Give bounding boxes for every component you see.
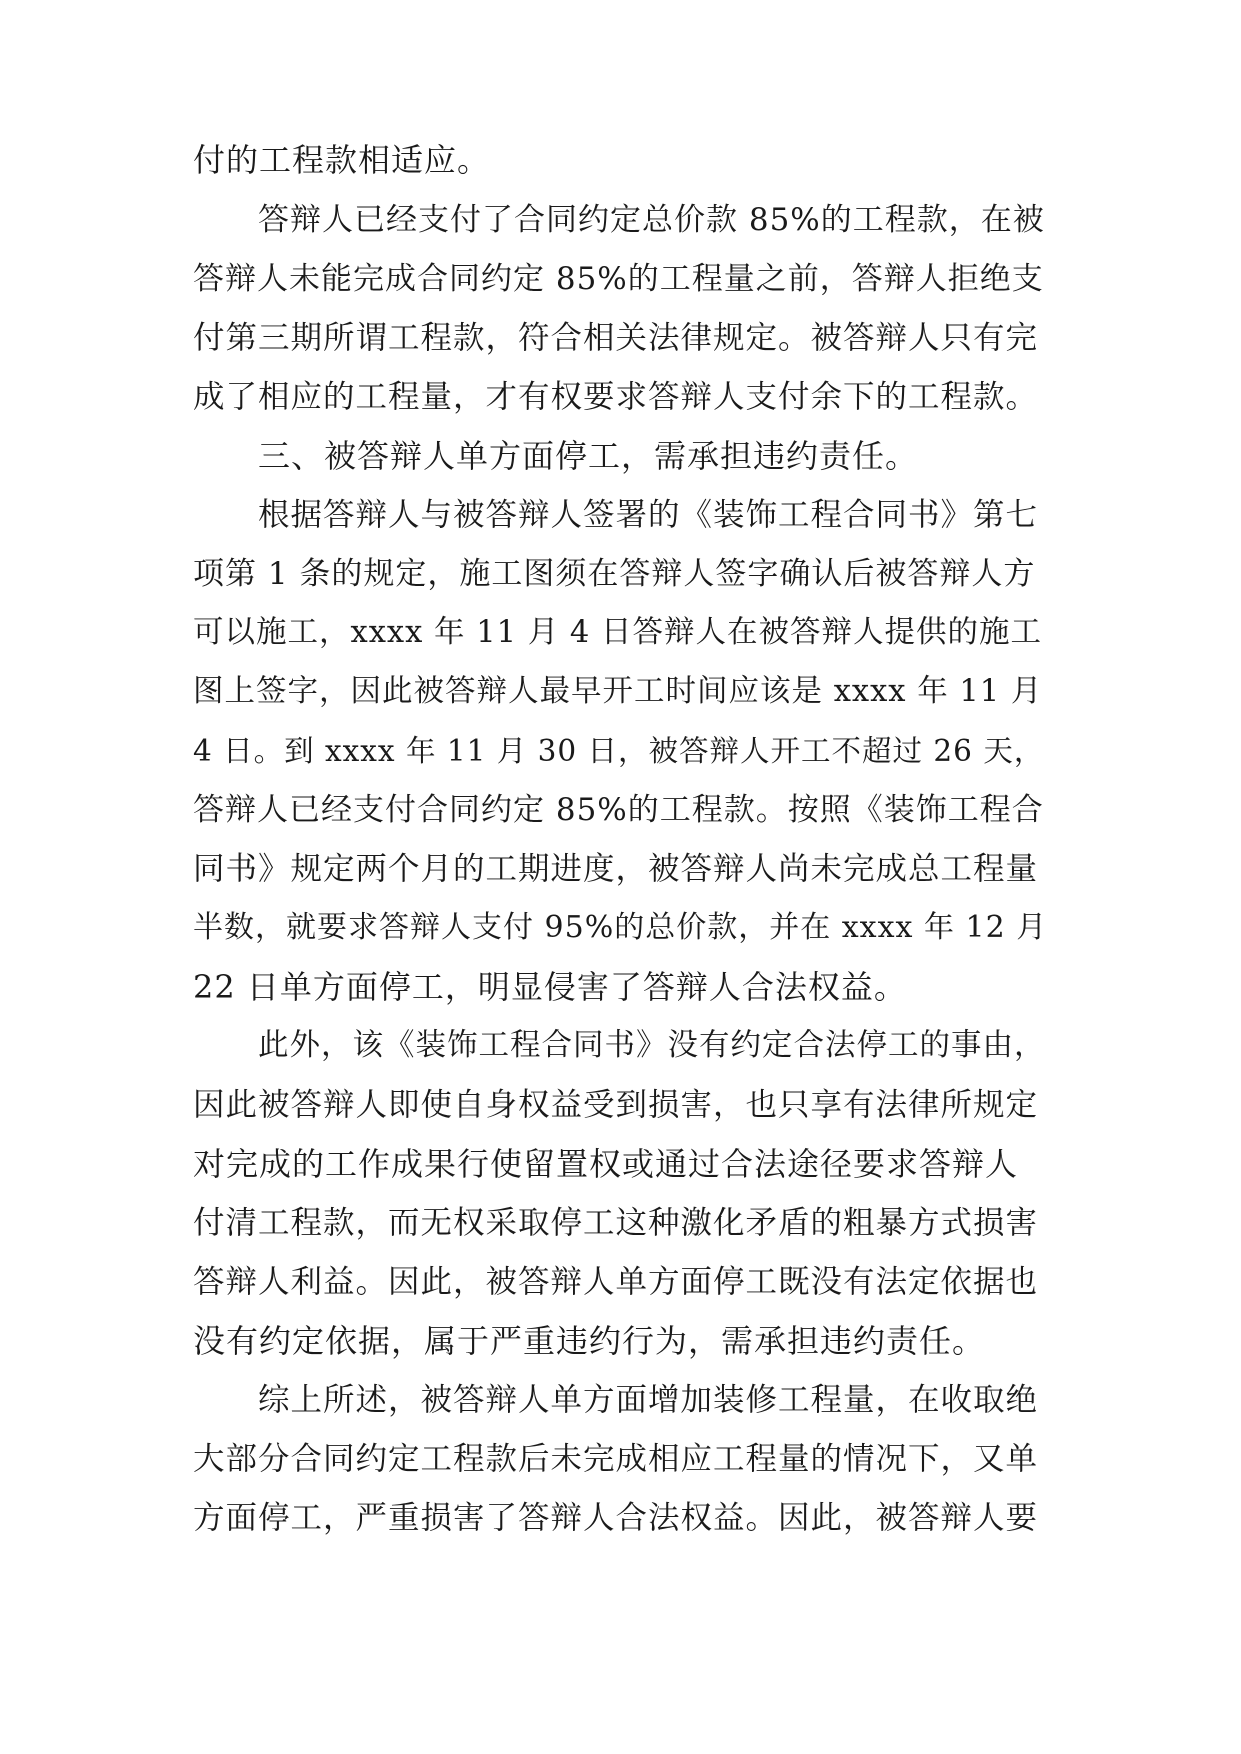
text-line: 4 日。到 xxxx 年 11 月 30 日，被答辩人开工不超过 26 天， — [193, 734, 1045, 768]
text-line: 成了相应的工程量，才有权要求答辩人支付余下的工程款。 — [193, 379, 1039, 415]
text-line: 因此被答辩人即使自身权益受到损害，也只享有法律所规定 — [193, 1087, 1039, 1123]
text-line: 方面停工，严重损害了答辩人合法权益。因此，被答辩人要 — [193, 1500, 1039, 1536]
text-line: 综上所述，被答辩人单方面增加装修工程量，在收取绝 — [258, 1382, 1039, 1418]
text-line: 同书》规定两个月的工期进度，被答辩人尚未完成总工程量 — [193, 851, 1039, 887]
text-line: 可以施工，xxxx 年 11 月 4 日答辩人在被答辩人提供的施工 — [193, 615, 1042, 650]
text-line: 图上签字，因此被答辩人最早开工时间应该是 xxxx 年 11 月 — [193, 674, 1043, 709]
text-line: 付第三期所谓工程款，符合相关法律规定。被答辩人只有完 — [193, 320, 1039, 356]
text-line: 项第 1 条的规定，施工图须在答辩人签字确认后被答辩人方 — [193, 556, 1036, 592]
text-line: 大部分合同约定工程款后未完成相应工程量的情况下，又单 — [193, 1441, 1039, 1477]
text-line: 答辩人利益。因此，被答辩人单方面停工既没有法定依据也 — [193, 1264, 1039, 1300]
text-line: 对完成的工作成果行使留置权或通过合法途径要求答辩人 — [193, 1145, 1019, 1183]
section-heading: 三、被答辩人单方面停工，需承担违约责任。 — [258, 437, 919, 475]
text-line: 半数，就要求答辩人支付 95%的总价款，并在 xxxx 年 12 月 — [193, 910, 1048, 945]
text-line: 此外，该《装饰工程合同书》没有约定合法停工的事由， — [258, 1028, 1046, 1063]
text-line: 答辩人已经支付了合同约定总价款 85%的工程款，在被 — [258, 202, 1045, 238]
text-line: 答辩人未能完成合同约定 85%的工程量之前，答辩人拒绝支 — [193, 261, 1044, 297]
text-line: 没有约定依据，属于严重违约行为，需承担违约责任。 — [193, 1322, 986, 1360]
text-line: 付的工程款相适应。 — [193, 141, 491, 179]
text-line: 答辩人已经支付合同约定 85%的工程款。按照《装饰工程合 — [193, 792, 1044, 828]
text-line: 付清工程款，而无权采取停工这种激化矛盾的粗暴方式损害 — [193, 1205, 1039, 1241]
text-line: 22 日单方面停工，明显侵害了答辩人合法权益。 — [193, 968, 907, 1006]
text-line: 根据答辩人与被答辩人签署的《装饰工程合同书》第七 — [258, 497, 1039, 533]
